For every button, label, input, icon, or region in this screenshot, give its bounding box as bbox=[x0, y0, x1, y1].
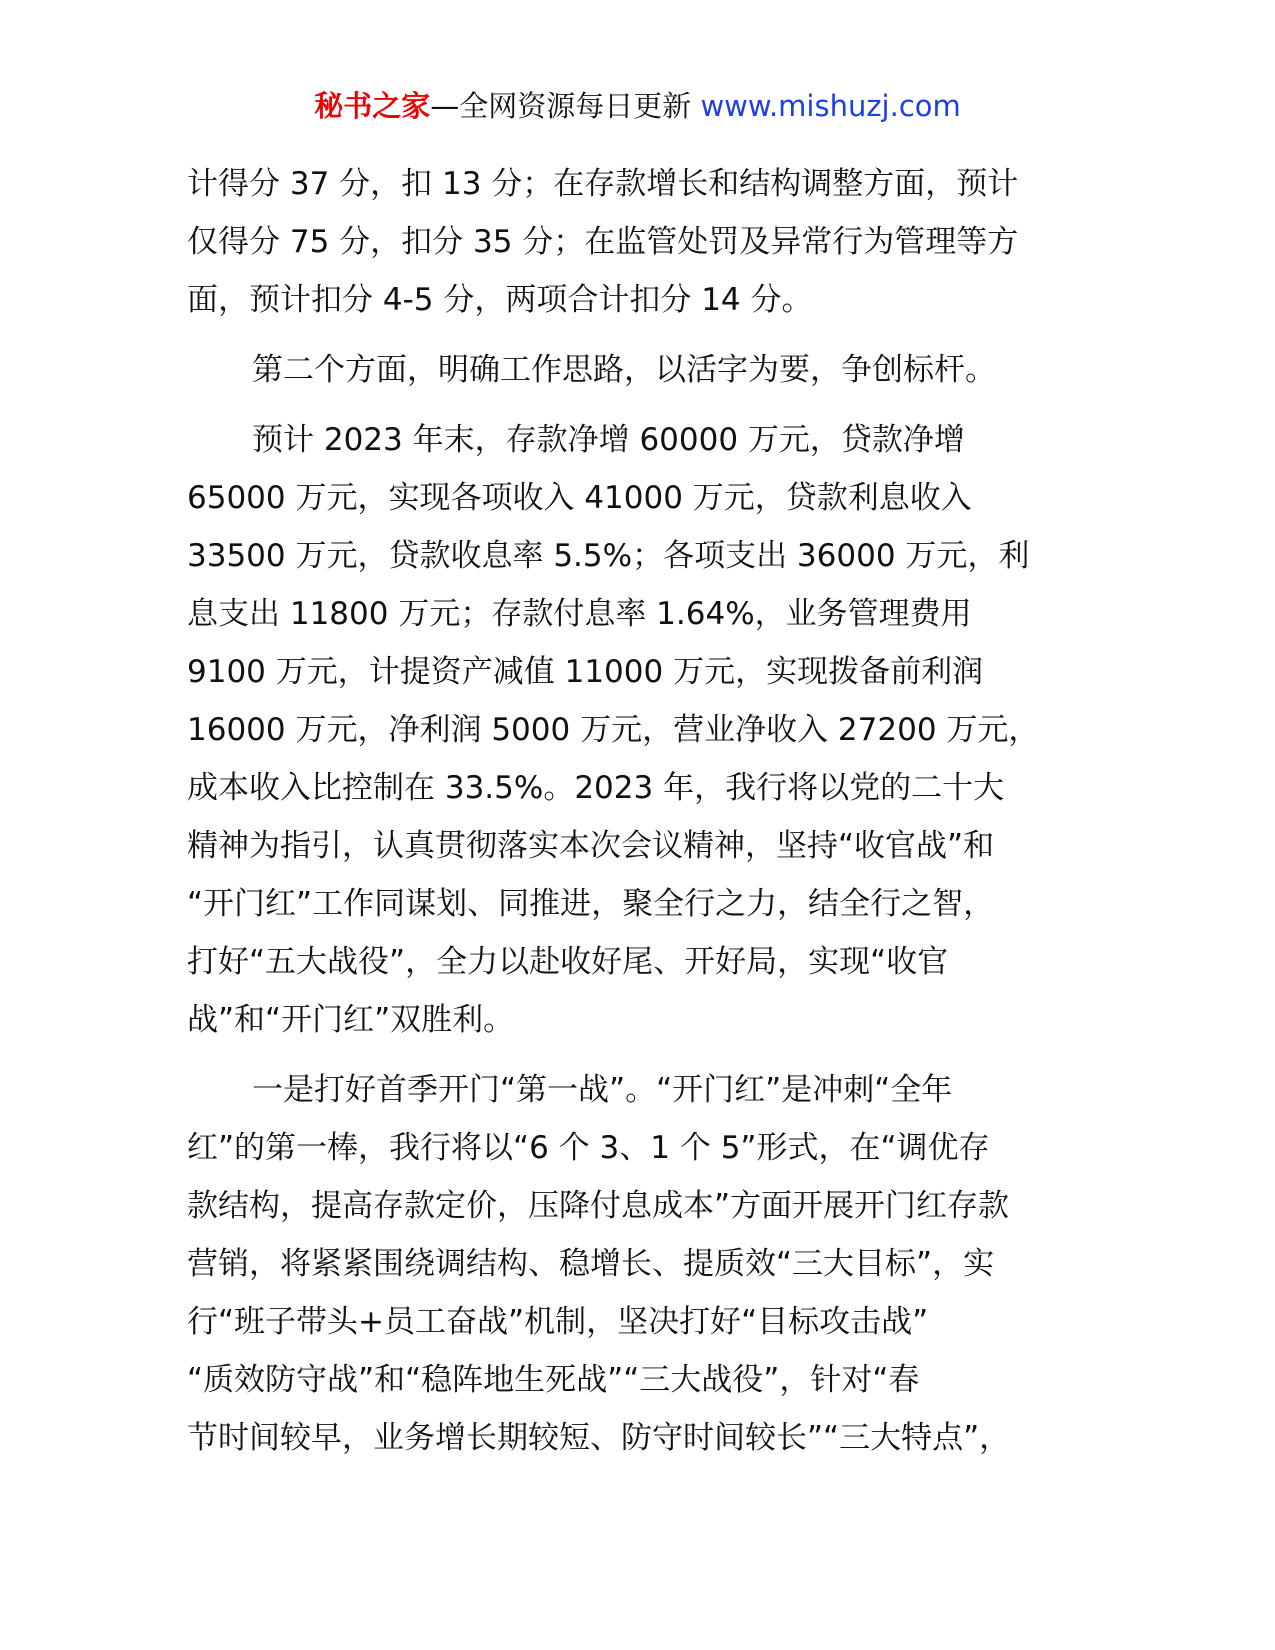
text-line: 16000 万元，净利润 5000 万元，营业净收入 27200 万元， bbox=[187, 712, 1040, 748]
text-line: 息支出 11800 万元；存款付息率 1.64%，业务管理费用 bbox=[187, 596, 972, 632]
text-line: 红”的第一棒，我行将以“6 个 3、1 个 5”形式，在“调优存 bbox=[187, 1130, 990, 1166]
section-heading: 第二个方面，明确工作思路，以活字为要，争创标杆。 bbox=[252, 352, 996, 388]
text-line: 仅得分 75 分，扣分 35 分；在监管处罚及异常行为管理等方 bbox=[187, 224, 1019, 260]
text-line: 战”和“开门红”双胜利。 bbox=[187, 1002, 515, 1038]
text-line: 计得分 37 分，扣 13 分；在存款增长和结构调整方面，预计 bbox=[187, 166, 1019, 202]
text-line: 面，预计扣分 4-5 分，两项合计扣分 14 分。 bbox=[187, 282, 813, 318]
text-line: 预计 2023 年末，存款净增 60000 万元，贷款净增 bbox=[252, 422, 965, 458]
text-line: 打好“五大战役”，全力以赴收好尾、开好局，实现“收官 bbox=[187, 944, 949, 980]
text-line: 款结构，提高存款定价，压降付息成本”方面开展开门红存款 bbox=[187, 1188, 1010, 1224]
text-line: “质效防守战”和“稳阵地生死战”“三大战役”，针对“春 bbox=[187, 1362, 920, 1398]
text-line: 精神为指引，认真贯彻落实本次会议精神，坚持“收官战”和 bbox=[187, 828, 995, 864]
text-line: 成本收入比控制在 33.5%。2023 年，我行将以党的二十大 bbox=[187, 770, 1005, 806]
document-body bbox=[187, 155, 1087, 1467]
header-site-link[interactable]: www.mishuzj.com bbox=[700, 89, 961, 123]
text-line: 33500 万元，贷款收息率 5.5%；各项支出 36000 万元，利 bbox=[187, 538, 1030, 574]
text-line: “开门红”工作同谋划、同推进，聚全行之力，结全行之智， bbox=[187, 886, 995, 922]
text-line: 9100 万元，计提资产减值 11000 万元，实现拨备前利润 bbox=[187, 654, 984, 690]
text-line: 一是打好首季开门“第一战”。“开门红”是冲刺“全年 bbox=[252, 1072, 953, 1108]
text-line: 营销，将紧紧围绕调结构、稳增长、提质效“三大目标”，实 bbox=[187, 1246, 995, 1282]
page-header bbox=[0, 86, 1275, 126]
text-line: 行“班子带头+员工奋战”机制，坚决打好“目标攻击战” bbox=[187, 1304, 929, 1340]
header-tagline: —全网资源每日更新 bbox=[430, 89, 701, 123]
text-line: 节时间较早，业务增长期较短、防守时间较长”“三大特点”， bbox=[187, 1420, 1011, 1456]
text-line: 65000 万元，实现各项收入 41000 万元，贷款利息收入 bbox=[187, 480, 972, 516]
header-brand: 秘书之家 bbox=[314, 89, 431, 123]
